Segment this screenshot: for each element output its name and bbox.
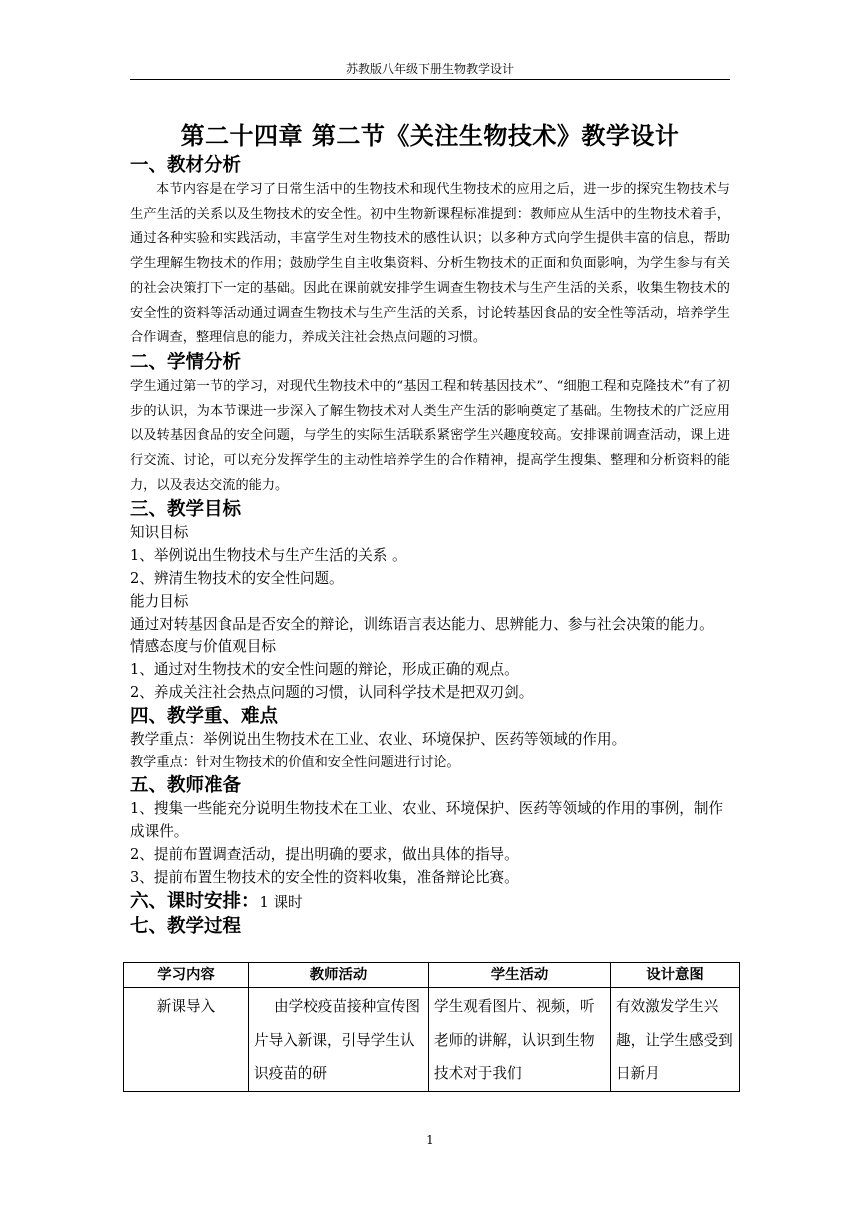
table-header-row xyxy=(124,963,740,988)
ability-objective-label: 能力目标 xyxy=(130,592,189,610)
knowledge-objective-label: 知识目标 xyxy=(130,524,189,542)
section-teacher-preparation xyxy=(130,774,730,889)
column-header: 学生活动 xyxy=(429,963,611,988)
section-heading: 四、教学重、难点 xyxy=(130,705,279,727)
difficult-point-text: 教学重点：针对生物技术的价值和安全性问题进行讨论。 xyxy=(130,754,460,770)
cell-content: 新课导入 xyxy=(124,988,249,1092)
ability-objective-text: 通过对转基因食品是否安全的辩论，训练语言表达能力、思辨能力、参与社会决策的能力。 xyxy=(130,615,714,633)
knowledge-objective-item: 2、辨清生物技术的安全性问题。 xyxy=(130,570,344,588)
section-schedule xyxy=(130,890,730,915)
table-row xyxy=(124,988,740,1092)
section-textbook-analysis xyxy=(130,154,730,351)
section-heading: 六、课时安排： xyxy=(130,890,260,912)
column-header: 设计意图 xyxy=(611,963,740,988)
section-teaching-objectives xyxy=(130,498,730,704)
section-heading: 一、教材分析 xyxy=(130,155,242,176)
document-body xyxy=(130,118,730,939)
running-header: 苏教版八年级下册生物教学设计 xyxy=(345,62,514,76)
section-learner-analysis xyxy=(130,351,730,499)
emotion-objective-label: 情感态度与价值观目标 xyxy=(130,638,276,656)
preparation-item: 3、提前布置生物技术的安全性的资料收集，准备辩论比赛。 xyxy=(130,868,519,886)
knowledge-objective-item: 1、举例说出生物技术与生产生活的关系 。 xyxy=(130,547,407,565)
emotion-objective-item: 1、通过对生物技术的安全性问题的辩论，形成正确的观点。 xyxy=(130,661,519,679)
page-number: 1 xyxy=(426,1133,434,1147)
section-teaching-process xyxy=(130,915,730,939)
preparation-item: 1、搜集一些能充分说明生物技术在工业、农业、环境保护、医药等领域的作用的事例，制作成课件。 xyxy=(130,800,724,841)
cell-student-activity: 学生观看图片、视频，听老师的讲解，认识到生物技术对于我们 xyxy=(429,988,611,1092)
schedule-line xyxy=(130,890,730,915)
section-paragraph: 本节内容是在学习了日常生活中的生物技术和现代生物技术的应用之后，进一步的探究生物技术与生产生活的关系以及生物技术的安全性。初中生物新课程标准提到：教师应从生活中的生物技术着手，通过各种实验和实践活动，丰富学生对生物技术的感性认识；以多种方式向学生提供丰富的信息，帮助学生理解生物技术的作用；鼓励学生自主收集资料、分析生物技术的正面和负面影响，为学生参与有关的社会决策打下一定的基础。因此在课前就安排学生调查生物技术与生产生活的关系，收集生物技术的安全性的资料等活动通过调查生物技术与生产生活的关系，讨论转基因食品的安全性等活动，培养学生合作调查，整理信息的能力，养成关注社会热点问题的习惯。 xyxy=(130,182,730,346)
document-title: 第二十四章 第二节《关注生物技术》教学设计 xyxy=(180,122,680,150)
preparation-item: 2、提前布置调查活动，提出明确的要求，做出具体的指导。 xyxy=(130,846,519,863)
key-point-text: 教学重点：举例说出生物技术在工业、农业、环境保护、医药等领域的作用。 xyxy=(130,730,627,748)
section-heading: 五、教师准备 xyxy=(130,775,242,797)
section-heading: 三、教学目标 xyxy=(130,499,242,521)
section-heading: 七、教学过程 xyxy=(130,915,242,937)
section-heading: 二、学情分析 xyxy=(130,351,242,373)
section-key-points xyxy=(130,705,730,775)
column-header: 学习内容 xyxy=(124,963,249,988)
emotion-objective-item: 2、养成关注社会热点问题的习惯，认同科学技术是把双刃剑。 xyxy=(130,684,534,702)
column-header: 教师活动 xyxy=(249,963,429,988)
cell-design-intent: 有效激发学生兴趣，让学生感受到日新月 xyxy=(611,988,740,1092)
header-rule xyxy=(130,79,730,80)
teaching-process-table xyxy=(123,962,740,1092)
cell-teacher-activity: 由学校疫苗接种宣传图片导入新课，引导学生认识疫苗的研 xyxy=(249,988,429,1092)
section-paragraph: 学生通过第一节的学习，对现代生物技术中的“基因工程和转基因技术”、“细胞工程和克隆技术”有了初步的认识，为本节课进一步深入了解生物技术对人类生产生活的影响奠定了基础。生物技术的广泛应用以及转基因食品的安全问题，与学生的实际生活联系紧密学生兴趣度较高。安排课前调查活动，课上进行交流、讨论，可以充分发挥学生的主动性培养学生的合作精神，提高学生搜集、整理和分析资料的能力，以及表达交流的能力。 xyxy=(130,378,730,493)
schedule-value: 1 课时 xyxy=(259,893,303,911)
